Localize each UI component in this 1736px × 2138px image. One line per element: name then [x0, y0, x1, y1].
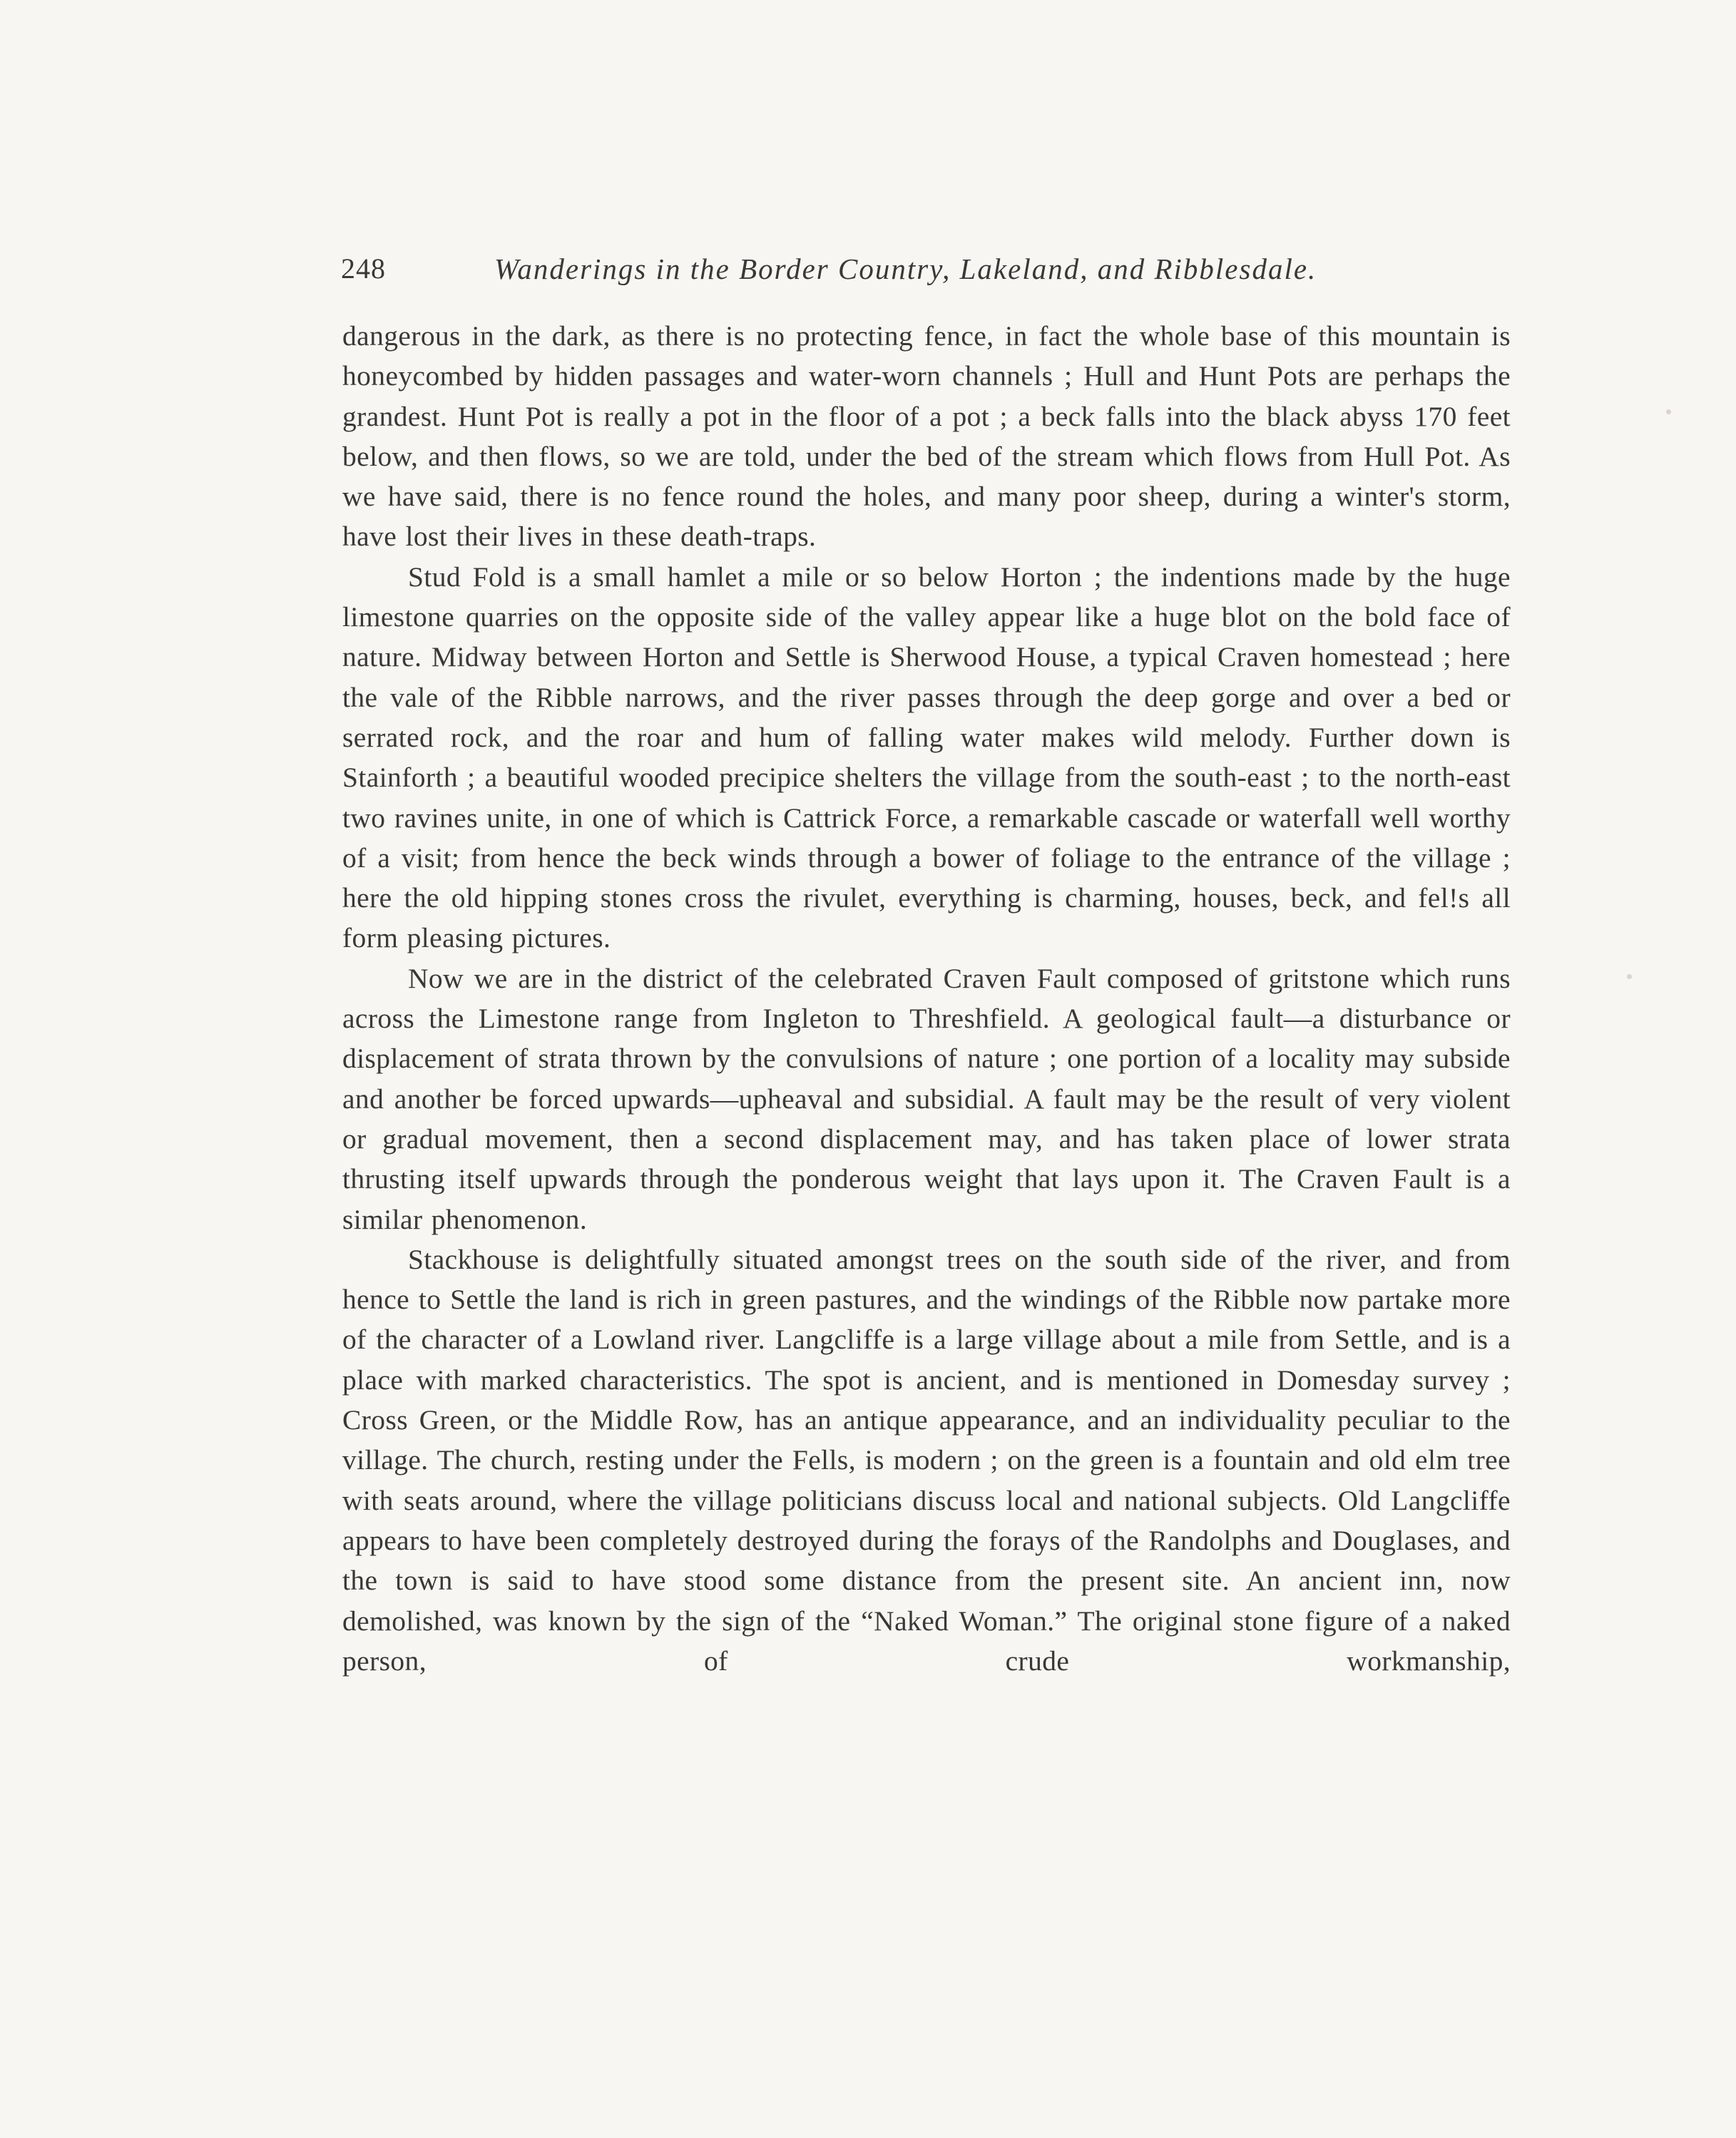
paragraph-4: Stackhouse is delightfully situated amongst trees on the south side of the river, and from hence to Settle the land is rich in green pastures, and the windings of the Ribble now partake more of the character of a Lowland river. Langcliffe is a large village about a mile from Settle, and is a place with marked characteristics. The spot is ancient, and is mentioned in Domesday survey ; Cross Green, or the Middle Row, has an antique appearance, and an individuality peculiar to the village. The church, resting under the Fells, is modern ; on the green is a fountain and old elm tree with seats around, where the village politicians discuss local and national subjects. Old Langcliffe appears to have been completely destroyed during the forays of the Randolphs and Douglases, and the town is said to have stood some distance from the present site. An ancient inn, now demolished, was known by the sign of the “Naked Woman.” The original stone figure of a naked person, of crude workmanship,: [342, 1243, 1511, 1677]
running-head: [341, 252, 1511, 295]
body-text: [342, 316, 1511, 1681]
paragraph-3: Now we are in the district of the celebrated Craven Fault composed of gritstone which runs across the Limestone range from Ingleton to Threshfield. A geological fault—a disturbance or displacement of strata thrown by the convulsions of nature ; one portion of a locality may subside and another be forced upwards—upheaval and subsidial. A fault may be the result of very violent or gradual movement, then a second displacement may, and has taken place of lower strata thrusting itself upwards through the ponderous weight that lays upon it. The Craven Fault is a similar phenomenon.: [342, 962, 1511, 1235]
paragraph-2: Stud Fold is a small hamlet a mile or so below Horton ; the indentions made by the huge limestone quarries on the opposite side of the valley appear like a huge blot on the bold face of nature. Midway between Horton and Settle is Sherwood House, a typical Craven homestead ; here the vale of the Ribble narrows, and the river passes through the deep gorge and over a bed or serrated rock, and the roar and hum of falling water makes wild melody. Further down is Stainforth ; a beautiful wooded precipice shelters the village from the south-east ; to the north-east two ravines unite, in one of which is Cattrick Force, a remarkable cascade or waterfall well worthy of a visit; from hence the beck winds through a bower of foliage to the entrance of the village ; here the old hipping stones cross the rivulet, everything is charming, houses, beck, and fel!s all form pleasing pictures.: [342, 561, 1511, 954]
paragraph-1: dangerous in the dark, as there is no protecting fence, in fact the whole base of this mountain is honeycombed by hidden passages and water-worn channels ; Hull and Hunt Pots are perhaps the grandest. Hunt Pot is really a pot in the floor of a pot ; a beck falls into the black abyss 170 feet below, and then flows, so we are told, under the bed of the stream which flows from Hull Pot. As we have said, there is no fence round the holes, and many poor sheep, during a winter's storm, have lost their lives in these death-traps.: [342, 320, 1511, 553]
page-number: 248: [341, 252, 386, 285]
paper-speck: [1666, 409, 1671, 414]
paper-speck: [1627, 974, 1632, 979]
running-title: Wanderings in the Border Country, Lakeland, and Ribblesdale.: [494, 252, 1317, 285]
